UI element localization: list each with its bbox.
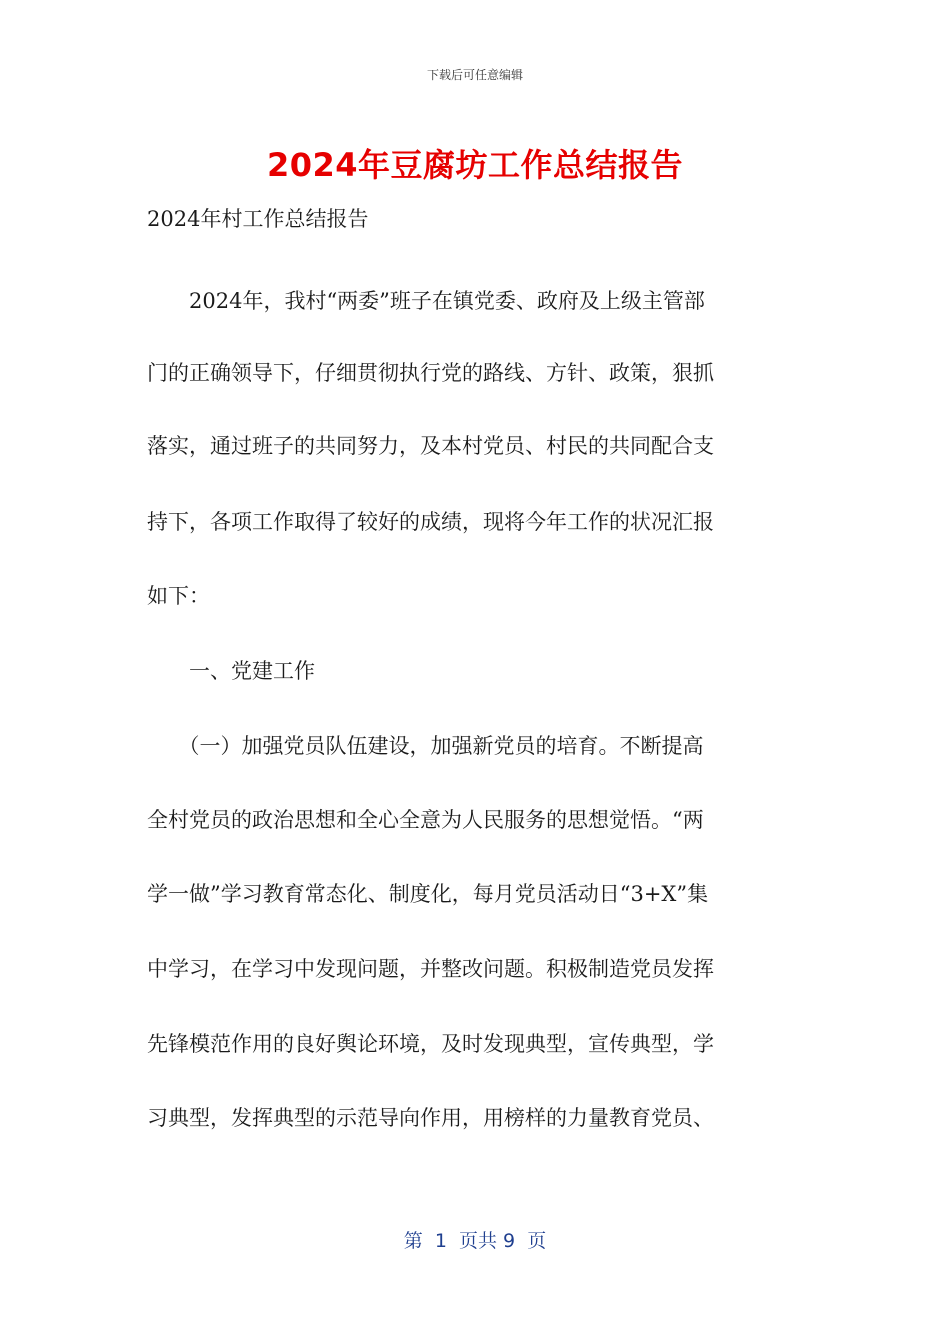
body-line: 习典型，发挥典型的示范导向作用，用榜样的力量教育党员、 [147, 1106, 714, 1130]
page-number-footer: 第 1 页共 9 页 [403, 1230, 547, 1252]
body-line: 学一做”学习教育常态化、制度化，每月党员活动日“3+X”集 [147, 882, 709, 906]
body-line: 如下： [147, 584, 210, 608]
body-line: 中学习，在学习中发现问题，并整改问题。积极制造党员发挥 [147, 957, 714, 981]
body-line: 门的正确领导下，仔细贯彻执行党的路线、方针、政策，狠抓 [147, 361, 714, 385]
body-line: 先锋模范作用的良好舆论环境，及时发现典型，宣传典型，学 [147, 1032, 714, 1056]
body-line: （一）加强党员队伍建设，加强新党员的培育。不断提高 [147, 734, 704, 758]
body-line: 2024年，我村“两委”班子在镇党委、政府及上级主管部 [147, 289, 705, 313]
document-title: 2024年豆腐坊工作总结报告 [266, 146, 684, 184]
page-header-note: 下载后可任意编辑 [426, 68, 523, 82]
document-subtitle: 2024年村工作总结报告 [147, 207, 369, 231]
body-line: 落实，通过班子的共同努力，及本村党员、村民的共同配合支 [147, 434, 714, 458]
body-line: 持下，各项工作取得了较好的成绩，现将今年工作的状况汇报 [147, 510, 714, 534]
body-line: 全村党员的政治思想和全心全意为人民服务的思想觉悟。“两 [147, 808, 704, 832]
section-heading: 一、党建工作 [147, 659, 315, 683]
